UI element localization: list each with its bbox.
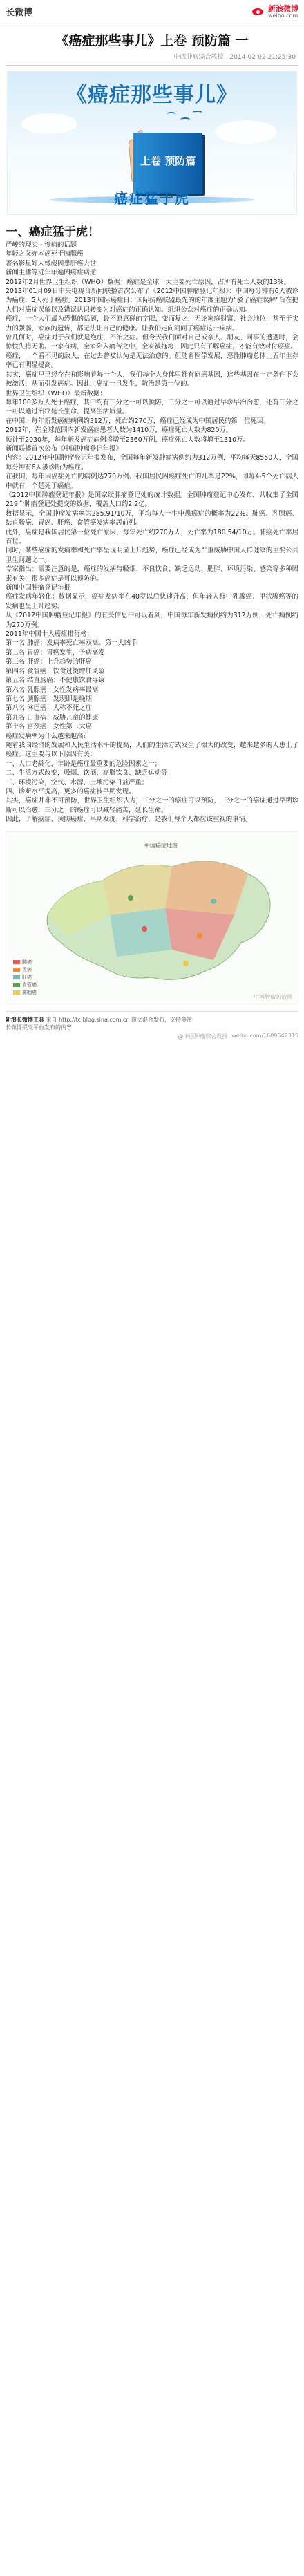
article-title: 《癌症那些事儿》上卷 预防篇 一 <box>55 33 249 48</box>
paragraph: 每年100多万人死于癌症，其中约有三分之一可以预防，三分之一可以通过早诊早治治愈，还有三分之一可以通过治疗延长生命、提高生活质量。 <box>6 398 298 416</box>
map-watermark: 中国肿瘤防治网 <box>254 993 292 1000</box>
legend-label: 肝癌 <box>22 974 32 980</box>
legend-swatch <box>13 960 20 964</box>
cloud-shape <box>21 113 77 134</box>
paragraph: 二、生活方式改变，吸烟、饮酒、高脂饮食、缺乏运动等； <box>6 769 174 778</box>
legend-label: 鼻咽癌 <box>22 989 37 995</box>
map-legend <box>13 959 37 997</box>
paragraph: 曾几何时，癌症对于我们就是绝症，不治之症。但今天我们面对自己或亲人、朋友、同事的遭遇时，会惊慌失措无助。一家有病，全家陷入痛苦之中，全家被拖垮，因此只有了解癌症，才能有效对付癌症。 <box>6 334 298 351</box>
footer-watermark-user: @中西肿瘤综合教授 <box>178 1033 228 1040</box>
logo-text: 新浪微博 <box>268 3 298 13</box>
paragraph: 数据显示，全国肿瘤发病率为285.91/10万，平均每人一生中患癌症的概率为22%。肺癌、乳腺癌、结直肠癌、胃癌、肝癌、食管癌发病率居前列。 <box>6 509 298 527</box>
legend-item <box>13 959 37 966</box>
legend-label: 食管癌 <box>22 981 37 988</box>
paragraph: 第五名 结直肠癌：不健康饮食导致 <box>6 677 105 685</box>
paragraph: 著名影星好人傅彪因患肝癌去世 <box>6 259 97 267</box>
paragraph: 一、人口老龄化，年龄是癌症最重要的危险因素之一； <box>6 760 162 768</box>
legend-label: 胃癌 <box>22 966 32 972</box>
paragraph: 2012年2月世界卫生组织（WHO）数据：癌症是全球一大主要死亡原因，占所有死亡人数的13%。 <box>6 278 290 286</box>
map-graphic <box>6 832 298 1004</box>
banner-image <box>7 71 297 215</box>
paragraph: 癌症，一个人们最为恐惧的话题，最不愿意碰的字眼，变而复之，无论家庭财富、社会地位，甚至于实力的强弱，家族的遗传，都无法让自己的健康。让我们走向问问了癌症这一疾病。 <box>6 315 298 332</box>
banner-title: 《癌症那些事儿》 <box>66 83 238 107</box>
paragraph: 年轻之父亦本癌死于胰腺癌 <box>6 250 84 258</box>
bird-icon <box>167 112 176 116</box>
legend-item <box>13 989 37 997</box>
paragraph: 在中国，每年新发癌症病例约312万，死亡约270万，癌症已经成为中国居民的第一位死因。 <box>6 417 270 425</box>
paragraph: 第四名 食管癌：饮食过烫增加风险 <box>6 667 105 675</box>
paragraph: 第六名 乳腺癌：女性发病率最高 <box>6 686 99 694</box>
footer <box>6 1011 298 1047</box>
logo-sub: weibo.com <box>268 12 298 19</box>
paragraph: 此外，癌症是我国居民第一位死亡原因，每年死亡约270万人，死亡率为180.54/10万。肺癌死亡率居首位。 <box>6 528 298 545</box>
paragraph: 2012年，在全球范围内新发癌症患者人数为1410万，癌症死亡人数为820万。 <box>6 426 233 435</box>
divider <box>6 65 298 66</box>
paragraph: 四、诊断水平提高，更多的癌症被早期发现。 <box>6 787 135 796</box>
legend-swatch <box>13 983 20 987</box>
paragraph: 第七名 胰腺癌：发现即是晚期 <box>6 695 92 703</box>
paragraph: 第三名 肝癌：上升趋势的肝癌 <box>6 658 92 666</box>
paragraph: 随着我国经济的发展和人民生活水平的提高，人们的生活方式发生了很大的改变，越来越多的人患上了癌症。这主要与以下原因有关： <box>6 741 298 759</box>
legend-item <box>13 966 37 974</box>
paragraph: 第十名 宫颈癌：女性第二大癌 <box>6 723 92 731</box>
app-name: 长微博 <box>6 8 33 18</box>
paragraph: 第九名 白血病：威胁儿童的健康 <box>6 713 99 722</box>
paragraph: 因此，了解癌症、预防癌症、早期发现、科学治疗，是我们每个人都应该重视的事情。 <box>6 816 252 824</box>
bird-icon <box>193 111 202 115</box>
footer-link[interactable]: 来自 http://tc.blog.sina.com.cn 图文混合发布，支持多图 <box>46 1016 193 1023</box>
weibo-eye-icon <box>251 7 265 17</box>
paragraph: 三、环境污染，空气、水源、土壤污染日益严重； <box>6 778 149 787</box>
book-cover <box>133 133 202 194</box>
paragraph: 2013年01月09日中央电视台新闻联播首次公布了《2012中国肿瘤登记年报》：中国每分钟有6人被诊为癌症，5人死于癌症。2013年国际癌症日：国际抗癌联盟最先的的年度主题为“驳了癌症误解”旨在把人们对癌症误解以及错误认识转变为对癌症的正确认知。组织公众对癌症的正确认知。 <box>6 288 298 314</box>
bird-icon <box>180 117 190 122</box>
paragraph: 新闻联播首次公布《中国肿瘤登记年报》 <box>6 444 122 453</box>
legend-swatch <box>13 975 20 979</box>
paragraph: 其实，癌症早已经存在和影响着每一个人，我们每个人身体里都有原癌基因，这些基因在一定条件下会被激活，从而引发癌症。因此，癌症一旦发生，防治是第一位的。 <box>6 370 298 388</box>
paragraph: 第一名 肺癌：发病率死亡率双高。第一大凶手 <box>6 639 137 648</box>
cloud-shape <box>215 120 277 144</box>
paragraph: 癌症发病年轻化：数据显示，癌症发病率在40岁以后快速升高，但年轻人群中乳腺癌、甲状腺癌等的发病也呈上升趋势。 <box>6 593 298 610</box>
legend-swatch <box>13 990 20 995</box>
paragraph: 同时，某些癌症的发病率和死亡率呈现明显上升趋势，癌症已经成为严重威胁中国人群健康的主要公共卫生问题之一。 <box>6 547 298 564</box>
paragraph: 专家指出：需要注意的是，癌症的发病与吸烟、不良饮食、缺乏运动、肥胖、环境污染、感染等多种因素有关，很多癌症是可以预防的。 <box>6 565 298 583</box>
banner-bottom-text: 癌症猛于虎 <box>114 190 190 207</box>
footer-line <box>6 1016 298 1024</box>
legend-item <box>13 974 37 981</box>
paragraph: 其实，癌症并非不可预防，世界卫生组织认为，三分之一的癌症可以预防，三分之一的癌症通过早期诊断可以治愈，三分之一的癌症可以减轻痛苦，延长生命。 <box>6 797 298 814</box>
article-body <box>0 241 304 825</box>
paragraph: 第八名 淋巴癌：人称不死之症 <box>6 704 92 713</box>
paragraph: 癌症，一个看不见的敌人，在过去曾被认为是无法治愈的。但随着医学发展，恶性肿瘤总体上五年生存率已有明显提高。 <box>6 352 298 370</box>
legend-label: 肺癌 <box>22 959 32 965</box>
paragraph: 在我国，每年因癌症死亡的病例达270万例。我国居民因癌症死亡的几率是22%，即每4-5个死亡病人中就有一个是死于癌症。 <box>6 473 298 490</box>
paragraph: 《2012中国肿瘤登记年报》是国家级肿瘤登记处的统计数据。全国肿瘤登记中心发布，共收集了全国219个肿瘤登记处提交的数据，覆盖人口约2.2亿。 <box>6 491 298 509</box>
paragraph: 内容：2012年中国肿瘤登记年报发布，全国每年新发肿瘤病例约为312万例，平均每天8550人，全国每分钟有6人被诊断为癌症。 <box>6 454 298 471</box>
legend-swatch <box>13 968 20 972</box>
footer-note: 长微博提交平台发布的内容 <box>6 1024 72 1031</box>
paragraph: 第二名 胃癌：胃癌发生，予病高发 <box>6 648 105 657</box>
paragraph: 新闻主播等近年年遍因癌症病逝 <box>6 269 97 277</box>
paragraph: 严峻的现实 - 惨痛的话题 <box>6 241 77 249</box>
paragraph: 世界卫生组织（WHO）最新数据： <box>6 389 106 397</box>
weibo-logo[interactable] <box>251 5 298 19</box>
footer-label: 新浪长微博工具 <box>6 1016 44 1023</box>
paragraph: 新闻中国肿瘤登记年报 <box>6 584 70 592</box>
section-heading: 一、癌症猛于虎！ <box>6 225 99 239</box>
china-cancer-map <box>6 831 298 1004</box>
book-text: 上卷 预防篇 <box>140 155 196 167</box>
paragraph: 从《2012中国肿瘤登记年报》的有关信息中可以看到，中国每年新发病例约为312万例，死亡病例约为270万例。 <box>6 612 298 629</box>
map-title: 中国癌症地图 <box>144 842 178 849</box>
paragraph: 2011年中国十大癌症排行榜： <box>6 630 93 639</box>
paragraph: 预计至2030年，每年新发癌症病例将增至2360万例，癌症死亡人数将增至1310万。 <box>6 435 249 444</box>
article-meta: 中西肿瘤综合教授 2014-02-02 21:25:30 <box>173 54 296 61</box>
paragraph: 癌症发病率为什么越来越高？ <box>6 732 90 740</box>
legend-item <box>13 981 37 989</box>
top-bar <box>0 0 304 23</box>
footer-watermark-url: weibo.com/1609542315 <box>231 1032 298 1039</box>
